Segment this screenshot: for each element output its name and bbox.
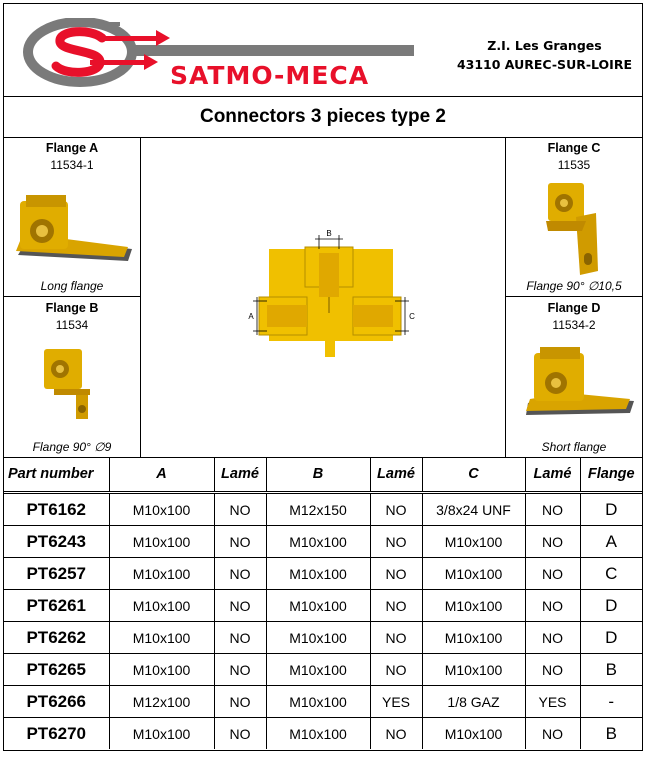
table-cell: 3/8x24 UNF [422,493,525,526]
table-cell: M10x100 [422,590,525,622]
table-cell: D [580,622,642,654]
flange-code: 11534-2 [552,318,596,332]
table-cell: YES [525,686,580,718]
table-row [4,654,642,686]
flange-a-image [4,175,141,275]
company-logo [20,18,420,90]
table-header-row [4,457,642,493]
table-cell: - [580,686,642,718]
table-cell: B [580,718,642,750]
table-cell: M10x100 [266,526,370,558]
part-number-cell: PT6266 [4,686,109,718]
table-cell: NO [525,590,580,622]
flange-b-image [4,335,141,435]
flange-caption: Flange 90° ∅9 [32,440,112,454]
part-number-cell: PT6257 [4,558,109,590]
column-header: A [109,457,214,493]
table-row [4,686,642,718]
flange-b-panel [4,297,141,457]
table-cell: D [580,493,642,526]
table-cell: M10x100 [109,718,214,750]
flange-name: Flange D [547,301,601,315]
flange-d-image [506,335,643,435]
table-cell: NO [214,686,266,718]
table-cell: NO [525,526,580,558]
column-header: Lamé [214,457,266,493]
flange-name: Flange A [45,141,99,155]
flange-c-panel [505,137,642,297]
dimension-label-a: A [248,312,254,321]
flange-caption: Long flange [40,279,104,293]
part-number-cell: PT6261 [4,590,109,622]
table-cell: M10x100 [422,558,525,590]
table-cell: NO [525,493,580,526]
flange-a-panel [4,137,141,297]
part-number-cell: PT6262 [4,622,109,654]
table-cell: M10x100 [422,622,525,654]
page-title: Connectors 3 pieces type 2 [4,96,642,138]
table-row [4,493,642,526]
table-cell: NO [370,493,422,526]
table-body [4,493,642,750]
dimension-label-b: B [326,229,332,238]
flange-code: 11535 [557,158,591,172]
flange-caption: Flange 90° ∅10,5 [526,279,622,293]
table-row [4,590,642,622]
table-cell: M10x100 [109,590,214,622]
table-cell: NO [214,622,266,654]
connector-drawing [141,137,505,457]
part-number-cell: PT6265 [4,654,109,686]
table-cell: NO [525,622,580,654]
table-cell: M10x100 [109,526,214,558]
table-cell: NO [370,558,422,590]
table-cell: NO [214,654,266,686]
column-header: Lamé [525,457,580,493]
column-header: Part number [4,457,109,493]
table-cell: M10x100 [266,718,370,750]
company-name: SATMO-MECA [170,61,370,90]
header [4,4,642,97]
table-cell: NO [214,493,266,526]
address-line-1: Z.I. Les Granges [487,38,602,53]
flange-code: 11534 [55,318,89,332]
table-cell: NO [525,654,580,686]
table-cell: NO [214,590,266,622]
flange-d-panel [505,297,642,457]
table-cell: M10x100 [266,590,370,622]
table-cell: NO [370,526,422,558]
table-cell: B [580,654,642,686]
column-header: C [422,457,525,493]
flange-area [4,137,642,458]
flange-name: Flange B [45,301,99,315]
column-header: Lamé [370,457,422,493]
table-cell: M10x100 [422,526,525,558]
table-row [4,558,642,590]
table-cell: NO [370,590,422,622]
table-cell: YES [370,686,422,718]
table-row [4,718,642,750]
table-cell: M10x100 [109,493,214,526]
table-cell: NO [525,718,580,750]
table-cell: M10x100 [266,686,370,718]
table-cell: M10x100 [266,622,370,654]
flange-caption: Short flange [541,440,607,454]
flange-name: Flange C [547,141,601,155]
table-cell: M10x100 [422,718,525,750]
table-cell: NO [214,558,266,590]
table-cell: NO [214,526,266,558]
table-cell: NO [214,718,266,750]
table-cell: M10x100 [109,654,214,686]
table-cell: M12x150 [266,493,370,526]
part-number-cell: PT6270 [4,718,109,750]
flange-c-image [506,175,643,275]
table-cell: M10x100 [109,558,214,590]
table-cell: D [580,590,642,622]
table-cell: C [580,558,642,590]
table-cell: M10x100 [266,558,370,590]
table-cell: NO [370,654,422,686]
table-row [4,622,642,654]
table-cell: M12x100 [109,686,214,718]
company-address [457,36,632,74]
column-header: Flange [580,457,642,493]
table-cell: NO [525,558,580,590]
parts-table [4,457,642,749]
address-line-2: 43110 AUREC-SUR-LOIRE [456,57,632,72]
table-row [4,526,642,558]
datasheet [3,3,643,751]
table-cell: 1/8 GAZ [422,686,525,718]
part-number-cell: PT6243 [4,526,109,558]
flange-code: 11534-1 [50,158,94,172]
table-cell: M10x100 [109,622,214,654]
table-cell: NO [370,622,422,654]
table-cell: A [580,526,642,558]
table-cell: NO [370,718,422,750]
dimension-label-c: C [409,312,415,321]
column-header: B [266,457,370,493]
part-number-cell: PT6162 [4,493,109,526]
table-cell: M10x100 [422,654,525,686]
table-cell: M10x100 [266,654,370,686]
